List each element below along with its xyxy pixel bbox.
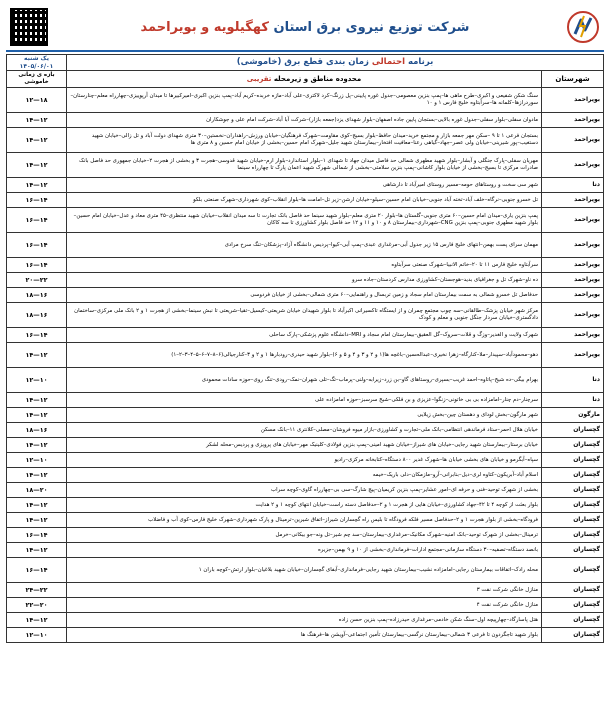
- table-row: [7, 113, 604, 128]
- row-city: دنا: [542, 393, 604, 408]
- table-row: [7, 153, 604, 178]
- row-time: ۱۴—۱۲: [7, 468, 67, 483]
- row-time: ۱۴—۱۲: [7, 543, 67, 558]
- row-area: شهرک ولایت و الغدیر–وزگ و قلات–سروک–گل العقیق–بیمارستان امام سجاد و MRI–دانشگاه علوم پزشکی–پارک ساحلی: [67, 328, 542, 343]
- table-row: [7, 88, 604, 113]
- row-time: ۱۴—۱۲: [7, 178, 67, 193]
- outage-table: [6, 54, 604, 643]
- row-area: فرودگاه–بخشی از بلوار هجرت ۱ و ۲–حدفاصل مسیر فلکه فرودگاه تا بلیس راه گچساران شیراز–اتفاق شیرین–ترمینال و پارک شهرداری–شهرک خلیج فارس–کوی آب و فاضلاب: [67, 513, 542, 528]
- table-row: [7, 543, 604, 558]
- row-city: بویراحمد: [542, 258, 604, 273]
- row-time: ۱۴—۱۲: [7, 128, 67, 153]
- column-header-row: [7, 71, 604, 88]
- table-row: [7, 343, 604, 368]
- row-city: گچساران: [542, 498, 604, 513]
- row-area: هتل پاسارگاد–چهارپیچه اول–سنگ شکن خادمی–مرغداری حیدرزاده–پمپ بنزین حسن زاده: [67, 613, 542, 628]
- table-row: [7, 178, 604, 193]
- row-city: بویراحمد: [542, 288, 604, 303]
- row-area: حدفاصل تل خسرو شمالی به سمت بیمارستان امام سجاد و زمین تربسال و راهنمایی–۶۰ متری شمالی–بخشی از خیابان فردوسی: [67, 288, 542, 303]
- row-area: بلوار بعثت از کوچه ۴ تا ۴۲–جهاد کشاورزی–خیابان هایی از هجرت ۱ و ۲–حدفاصل دسته راست–خیابان انتهای کوچه ۱ و ۲ هدایت: [67, 498, 542, 513]
- row-area: ده ناو–شهرک تل و جغرافیای بدید–هوجستان–کشاورزی مدارس کردستان–جاده سرو: [67, 273, 542, 288]
- program-title: [67, 55, 604, 71]
- document-header: [6, 4, 604, 52]
- row-area: شهر مارگون–بخش لودای و دهستان چین–بخش زیلایی: [67, 408, 542, 423]
- row-area: پمپ بنزین یاری–میدان امام حسین–۶۰ متری جنوبی–گلستان ها–بلوار ۲۰ متری معلم–بلوار شهید سینما حد فاصل بانک تجارت تا سه میدان انقلاب–خیابان شهید منتظری–۴۵ متری معاد و عدل–خیابان امام حسین–بلوار شهید مطهری جنوبی–پمپ بنزین CNG–شهرداری–بیمارستان ۸ و ۱۰ و ۱۱ و ۱۲ حد فاصل بلوار کشاورزی تا سه کاکان: [67, 208, 542, 233]
- row-time: ۱۴—۱۲: [7, 513, 67, 528]
- row-city: بویراحمد: [542, 88, 604, 113]
- table-row: [7, 598, 604, 613]
- program-row: [7, 55, 604, 71]
- row-time: ۱۴—۱۲: [7, 153, 67, 178]
- row-area: تل خسرو جنوبی–نرگاه–خلف آباد–تخته آباد جنوبی–خیابان امام حسین–سیلو–خیابان ارشن–زیر تل–امامت ها–بلوار انقلاب–کوی شهرداری–شهرک صنعتی بلکو: [67, 193, 542, 208]
- row-time: ۱۴—۱۲: [7, 343, 67, 368]
- row-time: ۱۲—۱۰: [7, 628, 67, 643]
- row-city: گچساران: [542, 598, 604, 613]
- row-time: ۱۲—۱۸: [7, 88, 67, 113]
- row-city: گچساران: [542, 583, 604, 598]
- column-header-area: [67, 71, 542, 88]
- row-area: خیابان برستار–بیمارستان شهید رجایی–خیابان های شیراز–خیابان شهید امینی–پمپ بنزین فولادی–کلینیک مهر–خیابان های پرویزی و پردیس–محله لشکر: [67, 438, 542, 453]
- table-row: [7, 513, 604, 528]
- row-time: ۱۴—۱۲: [7, 438, 67, 453]
- row-area: مادوان سفلی–بلوار سفلی–جدول غوره بالایی–بستجان پایین جاده اصفهان–بلوار شهدای یزد(جمعه بازار)–شرکت آبا آباد–شرکت امام علی و جوشکاران: [67, 113, 542, 128]
- row-city: بویراحمد: [542, 273, 604, 288]
- row-time: ۱۴—۱۲: [7, 393, 67, 408]
- row-area: سرآبتاوه خلیج فارس ۱۱ تا ۲۰–خاتم الانبیا–شهرک صنعتی سرآبتاوه: [67, 258, 542, 273]
- outage-rows: [7, 88, 604, 643]
- day-label: [7, 55, 67, 71]
- row-city: دنا: [542, 368, 604, 393]
- table-row: [7, 273, 604, 288]
- column-header-time: بازه ی زمانی خاموشی: [7, 71, 67, 88]
- row-city: گچساران: [542, 483, 604, 498]
- row-area: شهر سی سخت و روستاهای حومه–مسیر روستای امیرآباد تا دارشاهی: [67, 178, 542, 193]
- row-area: خیابان هلال احمر–ستاد فرماندهی انتظامی–بانک ملی–تجارت و کشاورزی–بازار میوه فروشان–مصلی–کلانتری ۱۱–بانک مسکن: [67, 423, 542, 438]
- row-city: بویراحمد: [542, 153, 604, 178]
- row-time: ۱۸—۱۶: [7, 423, 67, 438]
- row-city: دنا: [542, 178, 604, 193]
- row-area: بستجان فرعی ۱ تا ۹ –سکن مهر جمعه بازار و مجتمع خرید–میدان حافظ–بلوار بسیج–کوی مقاومت–شهرک فرهنگیان–خیابان ورزش–راهداران–نخستین–۳۰ متری شهدای دولت آباد و تل زالی–خیابان شهید دستغیب–پور شیرینی–خیابان ولی عصر–جهاد–گیاهی رعنا–معافیت افتخار–بیمارستان شهید جلیل–شهرک امام حسین–بخشی از خیابان امام حسین و ۸ متری ها: [67, 128, 542, 153]
- company-title-province: کهگیلویه و بویراحمد: [140, 19, 269, 35]
- row-city: گچساران: [542, 513, 604, 528]
- table-row: [7, 438, 604, 453]
- row-city: گچساران: [542, 453, 604, 468]
- row-time: ۱۴—۱۲: [7, 498, 67, 513]
- row-time: ۱۲—۱۰: [7, 453, 67, 468]
- row-time: ۱۶—۱۴: [7, 258, 67, 273]
- row-time: ۱۲—۱۰: [7, 368, 67, 393]
- table-row: [7, 303, 604, 328]
- row-city: بویراحمد: [542, 113, 604, 128]
- row-city: بویراحمد: [542, 233, 604, 258]
- row-time: ۲۰—۲۲: [7, 273, 67, 288]
- program-title-post: زمان بندی قطع برق (خاموشی): [236, 57, 369, 68]
- table-row: [7, 453, 604, 468]
- row-city: گچساران: [542, 628, 604, 643]
- row-time: ۱۶—۱۴: [7, 558, 67, 583]
- table-row: [7, 498, 604, 513]
- table-row: [7, 258, 604, 273]
- row-area: دهو–محمودآباد–سپیدار–ملا–کنارگاه–زهرا نخیری–عبدالحسین–باغچه ها(۱ و ۲ و ۳ و ۴ و ۵ و ۶)–بلوار شهید حیدری–رودبارها ۱ و ۲ و ۳–کنارجیالی(۶–۸–۷–۶–۵–۴–۳–۲–۱): [67, 343, 542, 368]
- table-row: [7, 528, 604, 543]
- table-row: [7, 193, 604, 208]
- table-row: [7, 468, 604, 483]
- row-area: منازل خانگی شرکت نفت ۴: [67, 598, 542, 613]
- row-time: ۱۸—۱۶: [7, 303, 67, 328]
- row-area: سپاه–آبگرمو و خیابان های بخشی خیابان ها–شهرک غدیر ۸۰۰ دستگاه–کتابخانه مرکزی–رادیو: [67, 453, 542, 468]
- table-row: [7, 408, 604, 423]
- table-row: [7, 393, 604, 408]
- program-title-accent: احتمالی: [371, 57, 406, 68]
- row-time: ۱۶—۱۴: [7, 233, 67, 258]
- row-time: ۲۴—۲۲: [7, 583, 67, 598]
- day-text: یک شنبه: [24, 55, 49, 62]
- row-time: ۱۴—۱۲: [7, 113, 67, 128]
- row-area: بهرام بیگی–ده شیخ–پاتاوه–احمد غریب–بسپری–روستاهای گاو–بن زرد–زیرابه–ولنی–پرماب–تگ–تلی شهران–نمک–رودی–تنگ روی–حوزه سادات محمودی: [67, 368, 542, 393]
- table-row: [7, 628, 604, 643]
- table-row: [7, 233, 604, 258]
- table-row: [7, 483, 604, 498]
- column-header-area-accent: تقریبی: [246, 74, 272, 83]
- row-area: بلوار شهید تاجگردون تا فرعی ۳ شمالی–بیمارستان نرگسی–بیمارستان تأمین اجتماعی–آویشن ها–فرهنگ ها: [67, 628, 542, 643]
- row-city: بویراحمد: [542, 303, 604, 328]
- row-city: بویراحمد: [542, 208, 604, 233]
- row-time: ۱۶—۱۴: [7, 528, 67, 543]
- row-area: اسلام آباد–آبریکون–کتاوه لری–دیل–بنابرانی–آرو–مازمکان–دلی باریک–خیمه: [67, 468, 542, 483]
- table-row: [7, 558, 604, 583]
- company-logo-icon: [566, 10, 600, 44]
- row-area: سنگ شکن شفیعی و اکبری–طرح ماهی ها–پمپ بنزین معصومی–جدول غوره پایینی–پل زرنگ–کرد لاکتری–علی آباد–مازه خربده–کریم آباد–پمپ بنزین اکبری–امیرکبیرها تا میدان آرپوییزی–چهارراه معلم–چنارستان–سوردرازها–کلمانه ها–سرآبتاوه خلیج فارس ۱ و ۱۰: [67, 88, 542, 113]
- row-area: بخشی از شهرک توحید–فنی و حرفه ای–امور عشایر–پمپ بنزین کریمیان–پیچ شارگ–سی بی–چهارراه گاوی–کوچه سراب: [67, 483, 542, 498]
- row-time: ۱۴—۱۲: [7, 408, 67, 423]
- row-city: بویراحمد: [542, 193, 604, 208]
- table-row: [7, 423, 604, 438]
- row-time: ۱۴—۱۲: [7, 613, 67, 628]
- row-city: گچساران: [542, 438, 604, 453]
- row-area: مرکز شهر خیابان پزشک–طالقانی–سه چوب مجتمع چمران و از ایستگاه تاکسیرانی اکبرآباد تا بلوار شهیدان خیابان شریعتی–کیسیل–تقیا–شریعتی تا نبش سینما–بخشی از هجرت ۱ و ۲ بانک ملی مرکزی–ساختمان دادگستری–خیابان سردار جنگل جنوبی و معلم و کودک: [67, 303, 542, 328]
- row-area: سرچنار–دم چنار–امامزاده بی بی خاتونی–زنگوا–عزیزی و بن فلکی–شیخ سرسبز–حوزه امامزاده علی: [67, 393, 542, 408]
- row-time: ۱۶—۱۴: [7, 328, 67, 343]
- row-city: گچساران: [542, 613, 604, 628]
- table-row: [7, 128, 604, 153]
- row-area: منازل خانگی شرکت نفت ۳: [67, 583, 542, 598]
- table-row: [7, 613, 604, 628]
- table-row: [7, 208, 604, 233]
- column-header-city: شهرستان: [542, 71, 604, 88]
- program-title-pre: برنامه: [408, 57, 434, 68]
- row-time: ۱۸—۲۰: [7, 483, 67, 498]
- table-row: [7, 328, 604, 343]
- row-time: ۱۸—۱۶: [7, 288, 67, 303]
- row-area: مهمان سرای پست بهمن–انتهای خلیج فارس ۱۵ زیر جدول آبی–مرغداری عبدی–پمپ آبی–کیوا–پردیس دانشگاه آزاد–پزشکان–تنگ سرخ مرادی: [67, 233, 542, 258]
- row-city: گچساران: [542, 468, 604, 483]
- row-time: ۱۶—۱۴: [7, 208, 67, 233]
- row-city: گچساران: [542, 423, 604, 438]
- table-row: [7, 368, 604, 393]
- company-title: [141, 20, 470, 35]
- row-time: ۲۲—۲۰: [7, 598, 67, 613]
- row-area: مهریان سفلی–پارک جنگلی و آبشار–بلوار شهید مطهری شمالی حد فاصل میدان جهاد تا شهدای ۱–بلوار استاندارد–بلوار ارم–خیابان شهید قدوسی–هجرت ۳ و بخشی از هجرت ۲–خیابان جمهوری حد فاصل بانک صادرات مرکزی تا بسیج–بخشی از خیابان بلوار کاشانی–پمپ بنزین سلامتی–بخشی از شمالی شهرک شهید اعمان پارک تا چهارراه سینما: [67, 153, 542, 178]
- date-text: ۱۴۰۵/۰۶/۰۱: [19, 62, 54, 70]
- row-area: محله رادک–اتفاقات بیمارستان رجایی–امامزاده نشیب–بیمارستان شهید رجایی–فرمانداری–آبفای گچساران–خیابان شهید بلاغیان–بلوار ارتش–کوچه باران ۱: [67, 558, 542, 583]
- row-city: مارگون: [542, 408, 604, 423]
- row-city: بویراحمد: [542, 128, 604, 153]
- column-header-area-text: محدوده مناطق و زیرمحله: [273, 74, 362, 83]
- row-time: ۱۶—۱۴: [7, 193, 67, 208]
- row-area: ترمینال–بخشی از شهرک توحید–بانک امنیه–شهرک مکانیک–مرغداری–بیمارستان–سد چم شیر–تل ونه–جو بیکانی–خرمل: [67, 528, 542, 543]
- row-city: گچساران: [542, 528, 604, 543]
- company-title-main: شرکت توزیع نیروی برق استان: [273, 19, 470, 35]
- row-city: بویراحمد: [542, 343, 604, 368]
- table-row: [7, 288, 604, 303]
- row-city: گچساران: [542, 543, 604, 558]
- row-city: بویراحمد: [542, 328, 604, 343]
- table-row: [7, 583, 604, 598]
- row-city: گچساران: [542, 558, 604, 583]
- row-area: بانصد دستگاه–تصفیه–۳۰ دستگاه سازمانی–مجتمع ادارات–فرمانداری–بخشی از ۱۰ و ۹ بهمن–جزیره: [67, 543, 542, 558]
- qr-code: [10, 8, 48, 46]
